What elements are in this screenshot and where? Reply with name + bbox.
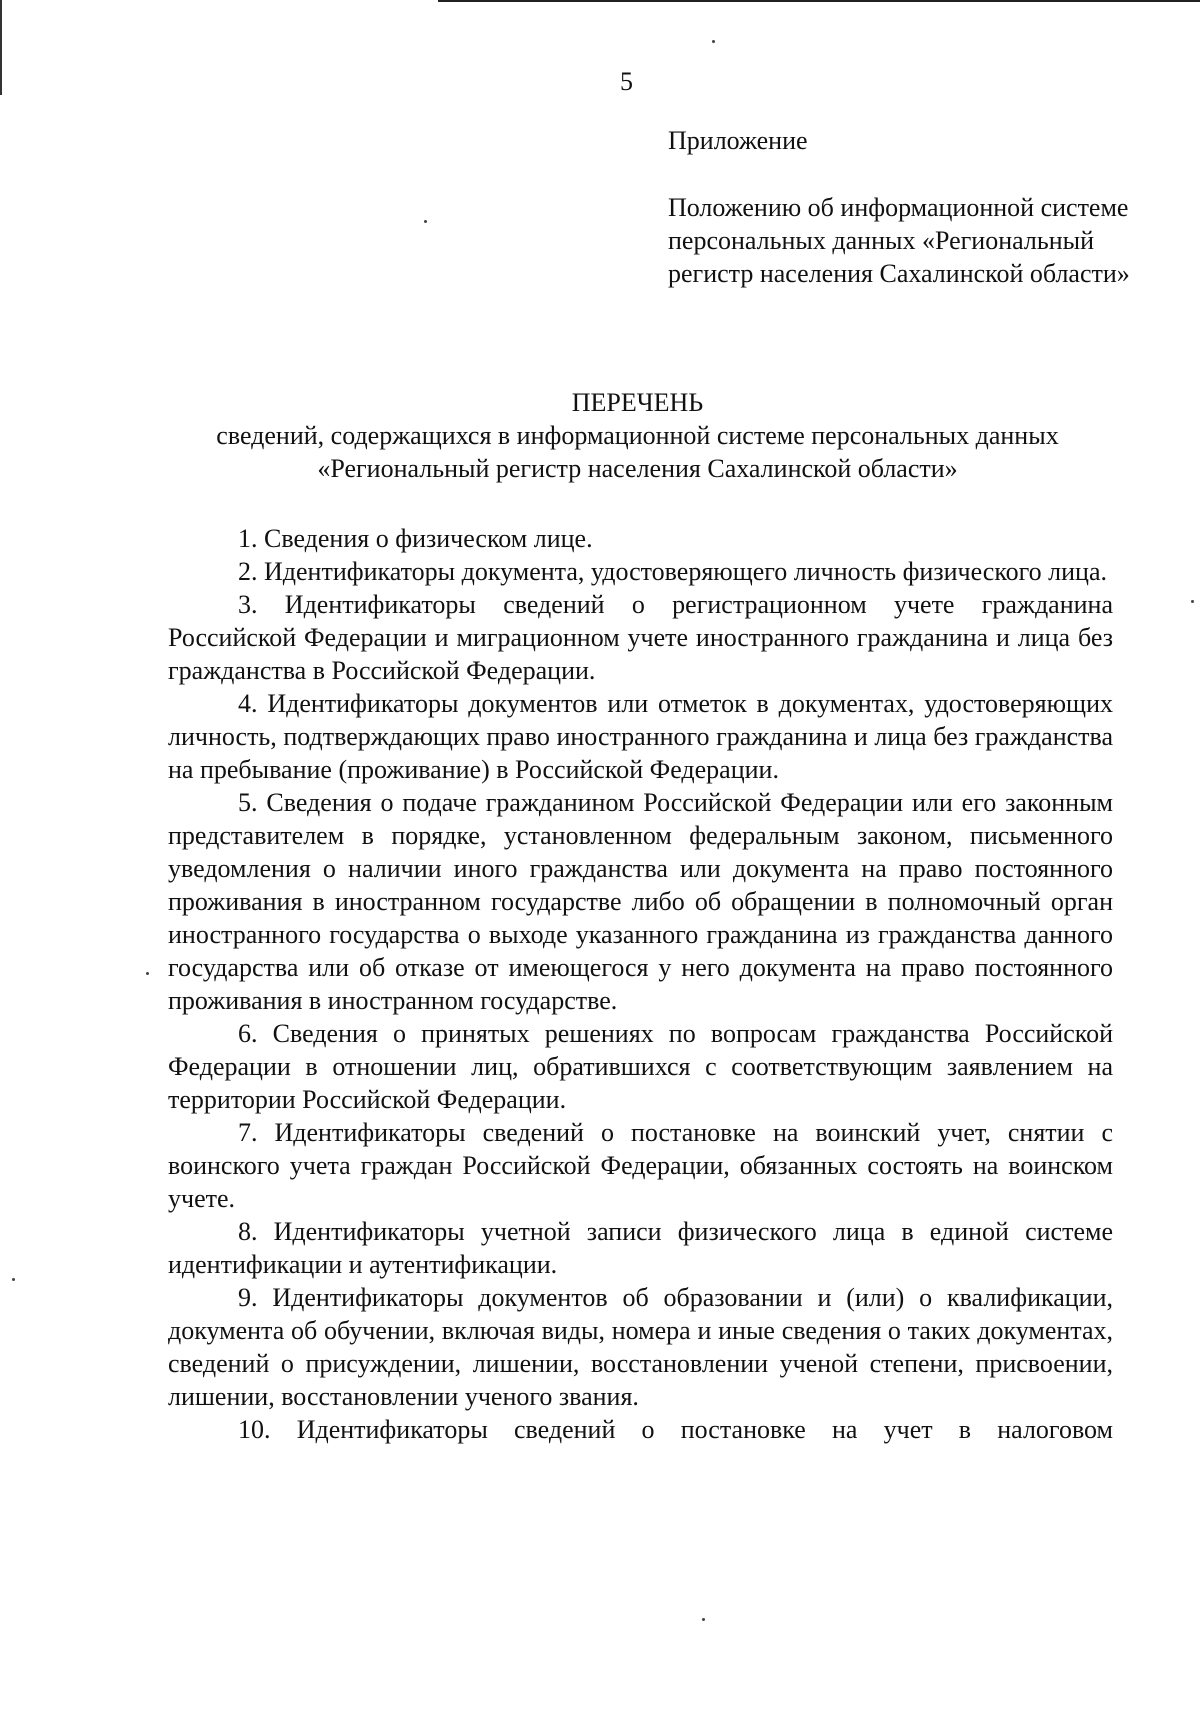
scan-speck — [1191, 600, 1194, 603]
page-number: 5 — [620, 67, 633, 96]
items-list — [168, 522, 1113, 1446]
appendix-block — [668, 124, 1138, 290]
list-item: 8. Идентификаторы учетной записи физического лица в единой системе идентификации и аутентификации. — [168, 1217, 1113, 1279]
title-block — [160, 386, 1115, 485]
list-item: 10. Идентификаторы сведений о постановке на учет в налоговом — [238, 1415, 1113, 1444]
list-item: 9. Идентификаторы документов об образовании и (или) о квалификации, документа об обучении, включая виды, номера и иные сведения о таких документах, сведений о присуждении, лишении, восстановлении ученой степени, присвоении, лишении, восстановлении ученого звания. — [168, 1283, 1113, 1411]
scan-speck — [146, 972, 149, 975]
document-subtitle-line-1: сведений, содержащихся в информационной системе персональных данных — [216, 421, 1059, 450]
scan-top-edge — [438, 0, 1200, 2]
list-item: 3. Идентификаторы сведений о регистрационном учете гражданина Российской Федерации и миграционном учете иностранного гражданина и лица без гражданства в Российской Федерации. — [168, 590, 1113, 685]
list-item: 7. Идентификаторы сведений о постановке на воинский учет, снятии с воинского учета граждан Российской Федерации, обязанных состоять на воинском учете. — [168, 1118, 1113, 1213]
appendix-heading: Приложение — [668, 126, 808, 155]
scan-left-edge — [0, 0, 2, 95]
scan-speck — [712, 40, 715, 43]
document-subtitle-line-2: «Региональный регистр населения Сахалинской области» — [317, 454, 958, 483]
appendix-reference: Положению об информационной системе персональных данных «Региональный регистр населения Сахалинской области» — [668, 193, 1130, 288]
list-item: 4. Идентификаторы документов или отметок в документах, удостоверяющих личность, подтверждающих право иностранного гражданина и лица без гражданства на пребывание (проживание) в Российской Федерации. — [168, 689, 1113, 784]
list-item: 5. Сведения о подаче гражданином Российской Федерации или его законным представителем в порядке, установленном федеральным законом, письменного уведомления о наличии иного гражданства или документа на право постоянного проживания в иностранном государстве либо об обращении в полномочный орган иностранного государства о выходе указанного гражданина из гражданства данного государства или об отказе от имеющегося у него документа на право постоянного проживания в иностранном государстве. — [168, 788, 1113, 1015]
list-item: 6. Сведения о принятых решениях по вопросам гражданства Российской Федерации в отношении лиц, обратившихся с соответствующим заявлением на территории Российской Федерации. — [168, 1019, 1113, 1114]
scan-speck — [424, 220, 427, 223]
scan-speck — [12, 1278, 15, 1281]
scan-speck — [702, 1618, 705, 1621]
list-item: 1. Сведения о физическом лице. — [238, 524, 593, 553]
document-title: ПЕРЕЧЕНЬ — [571, 388, 704, 417]
list-item: 2. Идентификаторы документа, удостоверяющего личность физического лица. — [238, 557, 1107, 586]
